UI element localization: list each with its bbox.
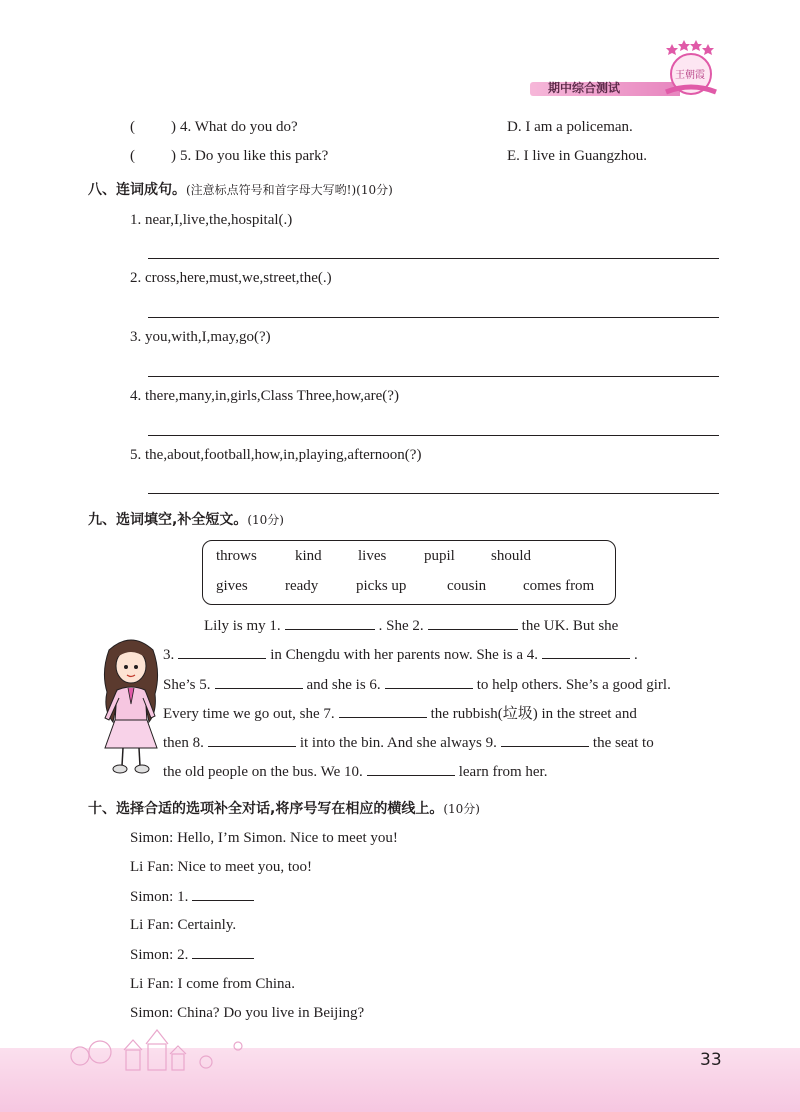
blank-4[interactable]: [542, 644, 630, 659]
word-bank-item: pupil: [424, 548, 455, 564]
dialogue-line-6: Li Fan: I come from China.: [130, 976, 295, 992]
blank-3[interactable]: [178, 644, 266, 659]
word-bank-item: cousin: [447, 578, 487, 594]
section8-item-4: 4. there,many,in,girls,Class Three,how,are(?): [130, 388, 399, 404]
answer-line-1[interactable]: [148, 258, 719, 259]
blank-1[interactable]: [285, 615, 375, 630]
match-bracket-4[interactable]: ( ): [130, 119, 176, 135]
word-bank-item: throws: [216, 548, 257, 564]
dialogue-line-7: Simon: China? Do you live in Beijing?: [130, 1005, 365, 1021]
dialogue-blank-2[interactable]: [192, 944, 254, 959]
match-bracket-5[interactable]: ( ): [130, 148, 176, 164]
section9-heading: 九、选词填空,补全短文。(10分): [88, 512, 284, 528]
dialogue-line-1: Simon: Hello, I’m Simon. Nice to meet you!: [130, 830, 398, 846]
answer-line-4[interactable]: [148, 435, 719, 436]
girl-illustration: [95, 632, 167, 777]
section10-heading: 十、选择合适的选项补全对话,将序号写在相应的横线上。(10分): [88, 801, 480, 817]
word-bank-item: kind: [295, 548, 322, 564]
blank-6[interactable]: [385, 674, 473, 689]
word-bank-item: comes from: [523, 578, 595, 594]
answer-line-3[interactable]: [148, 376, 719, 377]
dialogue-blank-1[interactable]: [192, 886, 254, 901]
word-bank-item: ready: [285, 578, 319, 594]
passage-line-2: 3. in Chengdu with her parents now. She is a 4. .: [163, 641, 638, 671]
section8-heading: 八、连词成句。(注意标点符号和首字母大写哟!)(10分): [88, 182, 393, 198]
dialogue-line-3: Simon: 1.: [130, 886, 258, 907]
passage-line-1: Lily is my 1. . She 2. the UK. But she: [204, 612, 618, 642]
blank-2[interactable]: [428, 615, 518, 630]
blank-9[interactable]: [501, 732, 589, 747]
passage-line-5: then 8. it into the bin. And she always 9. the seat to: [163, 729, 654, 759]
blank-5[interactable]: [215, 674, 303, 689]
blank-8[interactable]: [208, 732, 296, 747]
section8-item-3: 3. you,with,I,may,go(?): [130, 329, 271, 345]
section8-item-2: 2. cross,here,must,we,street,the(.): [130, 270, 332, 286]
word-bank-item: should: [491, 548, 532, 564]
word-bank-item: lives: [358, 548, 387, 564]
passage-line-6: the old people on the bus. We 10. learn from her.: [163, 758, 547, 788]
blank-7[interactable]: [339, 703, 427, 718]
word-bank-box: [202, 540, 616, 605]
passage-line-4: Every time we go out, she 7. the rubbish(垃圾) in the street and: [163, 700, 637, 730]
match-answer-d: D. I am a policeman.: [507, 119, 633, 135]
section8-item-5: 5. the,about,football,how,in,playing,afternoon(?): [130, 447, 422, 463]
word-bank-item: gives: [216, 578, 248, 594]
blank-10[interactable]: [367, 761, 455, 776]
word-bank-item: picks up: [356, 578, 407, 594]
castle-decoration-icon: [66, 1026, 256, 1072]
passage-line-3: She’s 5. and she is 6. to help others. She’s a good girl.: [163, 671, 671, 701]
match-question-5: 5. Do you like this park?: [180, 148, 329, 164]
header-title: 期中综合测试: [548, 81, 621, 95]
dialogue-line-5: Simon: 2.: [130, 944, 258, 965]
page-number: 33: [700, 1050, 722, 1070]
dialogue-line-2: Li Fan: Nice to meet you, too!: [130, 859, 313, 875]
answer-line-2[interactable]: [148, 317, 719, 318]
match-answer-e: E. I live in Guangzhou.: [507, 148, 647, 164]
dialogue-line-4: Li Fan: Certainly.: [130, 917, 237, 933]
match-question-4: 4. What do you do?: [180, 119, 298, 135]
section8-item-1: 1. near,I,live,the,hospital(.): [130, 212, 293, 228]
logo-text: 王朝霞: [675, 70, 705, 81]
answer-line-5[interactable]: [148, 493, 719, 494]
